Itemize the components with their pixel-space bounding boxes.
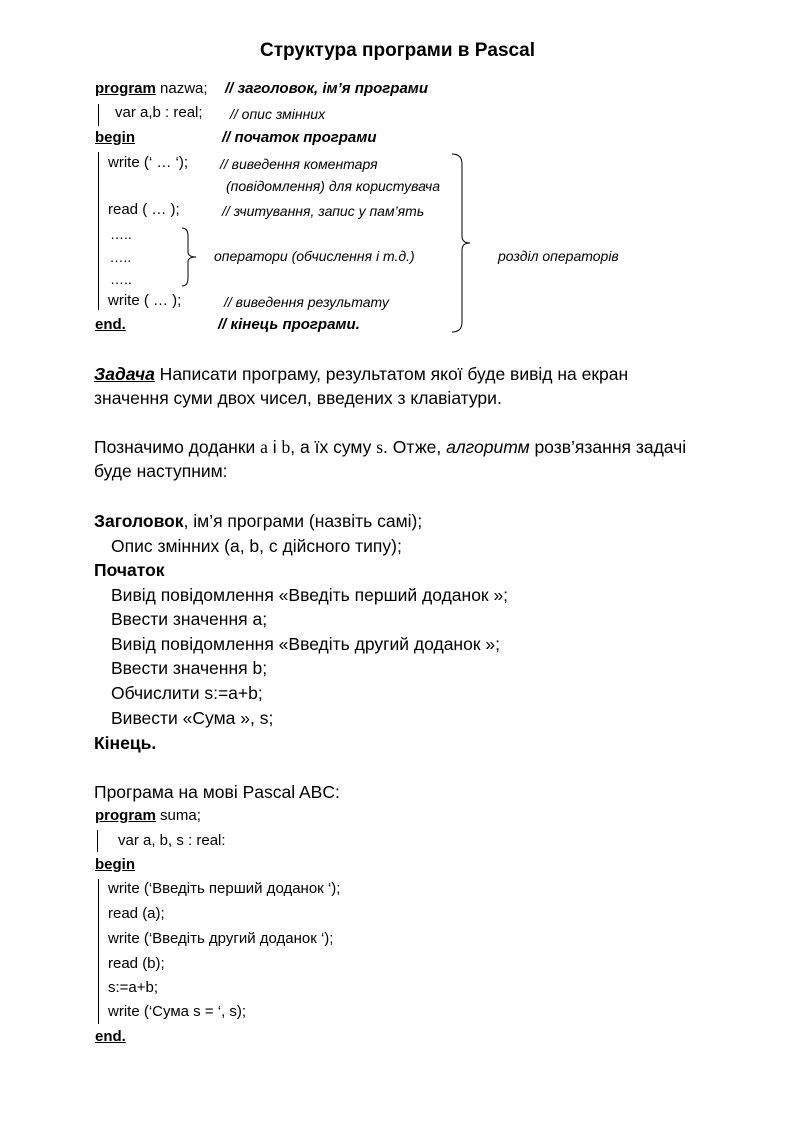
task-label: Задача: [94, 364, 155, 384]
algo-step: Вивід повідомлення «Введіть другий доданок »;: [111, 634, 500, 654]
indent-bar: [97, 830, 98, 852]
algo-header-rest: , ім’я програми (назвіть самі);: [183, 511, 423, 531]
comment-begin: // початок програми: [222, 129, 377, 146]
keyword-end: end.: [95, 1028, 126, 1045]
keyword-end: end.: [95, 316, 126, 333]
algo-step: Вивести «Сума », s;: [111, 708, 274, 728]
task-line-1: [94, 364, 628, 385]
keyword-begin: begin: [95, 129, 135, 146]
algo-intro-line-2: буде наступним:: [94, 461, 228, 481]
code-line: write (‘Введіть другий доданок ‘);: [108, 930, 334, 947]
keyword-program: program: [95, 80, 156, 97]
algo-step: Ввести значення b;: [111, 658, 268, 678]
comment-operators: оператори (обчислення і т.д.): [214, 248, 415, 264]
code-line: write (‘Введіть перший доданок ‘);: [108, 880, 341, 897]
keyword-program: program: [95, 807, 156, 824]
code-write-result: write ( … );: [108, 292, 182, 309]
code-text: nazwa;: [155, 80, 208, 97]
code-var: var a,b : real;: [115, 104, 203, 121]
intro-text: Позначимо доданки: [94, 437, 261, 457]
curly-brace-icon: [450, 152, 474, 334]
code-line: read (а);: [108, 905, 165, 922]
section-label: розділ операторів: [498, 248, 619, 264]
code-line: read (b);: [108, 955, 165, 972]
var-a: a: [260, 437, 268, 457]
code-line: s:=a+b;: [108, 979, 159, 996]
algo-header: [94, 511, 422, 532]
comment-vars: // опис змінних: [230, 106, 326, 122]
algorithm-word: алгоритм: [446, 437, 530, 457]
dots: …..: [110, 226, 132, 242]
intro-text: . Отже,: [383, 437, 447, 457]
algo-header-bold: Заголовок: [94, 511, 184, 531]
page-title: Структура програми в Pascal: [260, 40, 535, 61]
algo-end: Кінець.: [94, 733, 157, 753]
dots: …..: [110, 249, 132, 265]
code-line: write (‘Сума s = ‘, s);: [108, 1003, 247, 1020]
algo-step: Обчислити s:=a+b;: [111, 683, 263, 703]
algo-step: Вивід повідомлення «Введіть перший доданок »;: [111, 585, 509, 605]
indent-bar: [98, 879, 99, 1024]
code-text: suma;: [155, 807, 201, 824]
intro-text: розв’язання задачі: [529, 437, 687, 457]
program-line-1: [95, 807, 201, 824]
algo-intro-line-1: [94, 437, 686, 458]
comment-output: // виведення результату: [224, 294, 389, 310]
var-s: s: [376, 437, 384, 457]
keyword-begin: begin: [95, 856, 135, 873]
dots: …..: [110, 271, 132, 287]
intro-text: , а їх суму: [290, 437, 377, 457]
comment-header: // заголовок, ім’я програми: [225, 80, 429, 97]
task-text: Написати програму, результатом якої буде вивід на екран: [154, 364, 629, 384]
code-read: read ( … );: [108, 201, 180, 218]
code-write: write (‘ … ‘);: [108, 154, 188, 171]
var-b: b: [281, 437, 291, 457]
task-line-2: значення суми двох чисел, введених з клавіатури.: [94, 388, 502, 408]
indent-bar: [98, 152, 99, 310]
comment-write-cont: (повідомлення) для користувача: [226, 178, 441, 194]
algo-vars: Опис змінних (a, b, c дійсного типу);: [111, 536, 402, 556]
curly-brace-icon: [178, 226, 202, 288]
intro-text: і: [267, 437, 282, 457]
comment-end: // кінець програми.: [218, 316, 360, 333]
algo-step: Ввести значення а;: [111, 609, 268, 629]
algo-begin: Початок: [94, 560, 165, 580]
program-var: var a, b, s : real:: [118, 832, 226, 849]
comment-write: // виведення коментаря: [220, 156, 378, 172]
structure-line-program: [95, 80, 208, 97]
comment-read: // зчитування, запис у пам’ять: [222, 203, 425, 219]
indent-bar: [98, 104, 99, 126]
program-intro: Програма на мові Pascal ABC:: [94, 782, 340, 802]
